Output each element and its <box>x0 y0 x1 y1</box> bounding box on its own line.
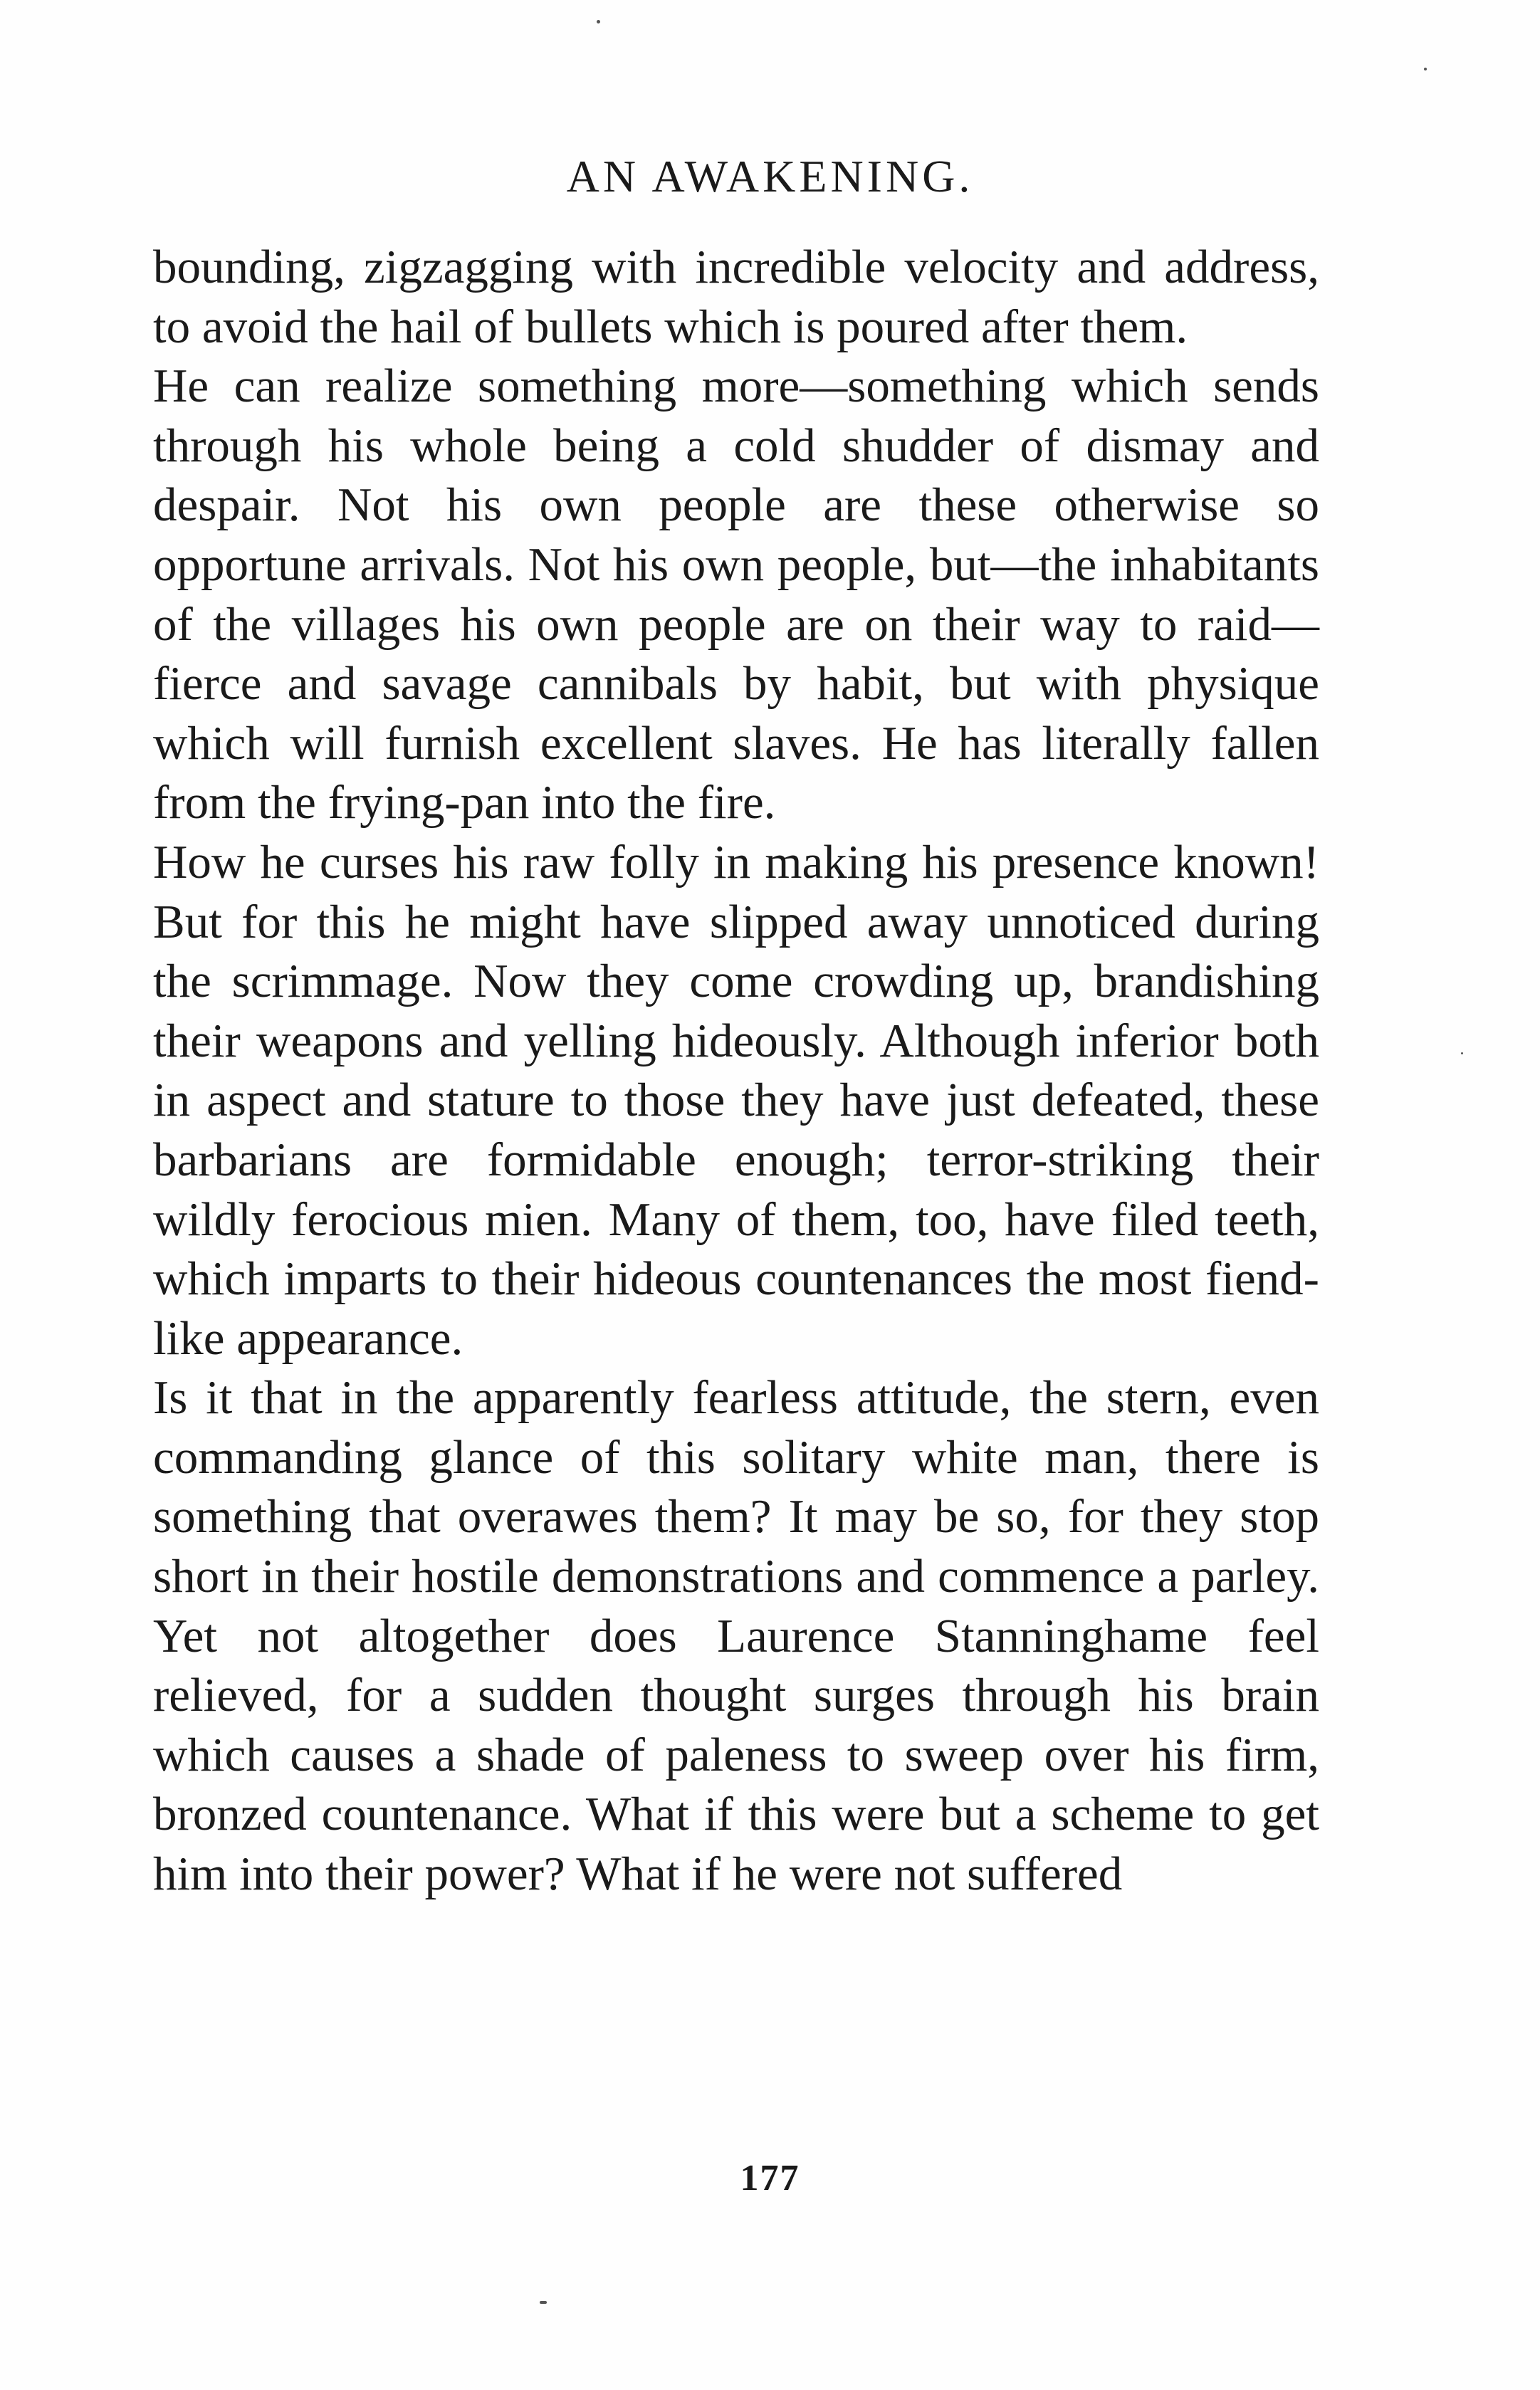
paragraph-1: bounding, zigzagging with incredible velocity and address, to avoid the hail of bullets which is poured after them. <box>153 241 1319 353</box>
paragraph-2: He can realize something more—something which sends through his whole being a cold shudder of dismay and despair. Not his own people are these otherwise so opportune arrivals. Not his own people, but—the inhabitants of the villages his own people are on their way to raid—fierce and savage cannibals by habit, but with physique which will furnish excellent slaves. He has literally fallen from the frying-pan into the fire. <box>153 360 1319 829</box>
paper-speck <box>597 20 600 23</box>
paper-speck <box>1424 68 1427 70</box>
running-head: AN AWAKENING. <box>566 151 974 201</box>
paper-speck <box>540 2301 547 2304</box>
page-number: 177 <box>740 2158 800 2198</box>
body-text <box>153 238 1319 1904</box>
paragraph-4: Is it that in the apparently fearless attitude, the stern, even commanding glance of this solitary white man, there is something that overawes them? It may be so, for they stop short in their hostile demonstrations and commence a parley. Yet not altogether does Laurence Stanninghame feel relieved, for a sudden thought surges through his brain which causes a shade of paleness to sweep over his firm, bronzed countenance. What if this were but a scheme to get him into their power? What if he were not suffered <box>153 1371 1319 1901</box>
paragraph-3: How he curses his raw folly in making his presence known! But for this he might have slipped away unnoticed during the scrimmage. Now they come crowding up, brandishing their weapons and yelling hideously. Although inferior both in aspect and stature to those they have just defeated, these barbarians are formidable enough; terror-striking their wildly ferocious mien. Many of them, too, have filed teeth, which imparts to their hideous countenances the most fiend-like appearance. <box>153 835 1319 1365</box>
paper-speck <box>1461 1052 1463 1054</box>
